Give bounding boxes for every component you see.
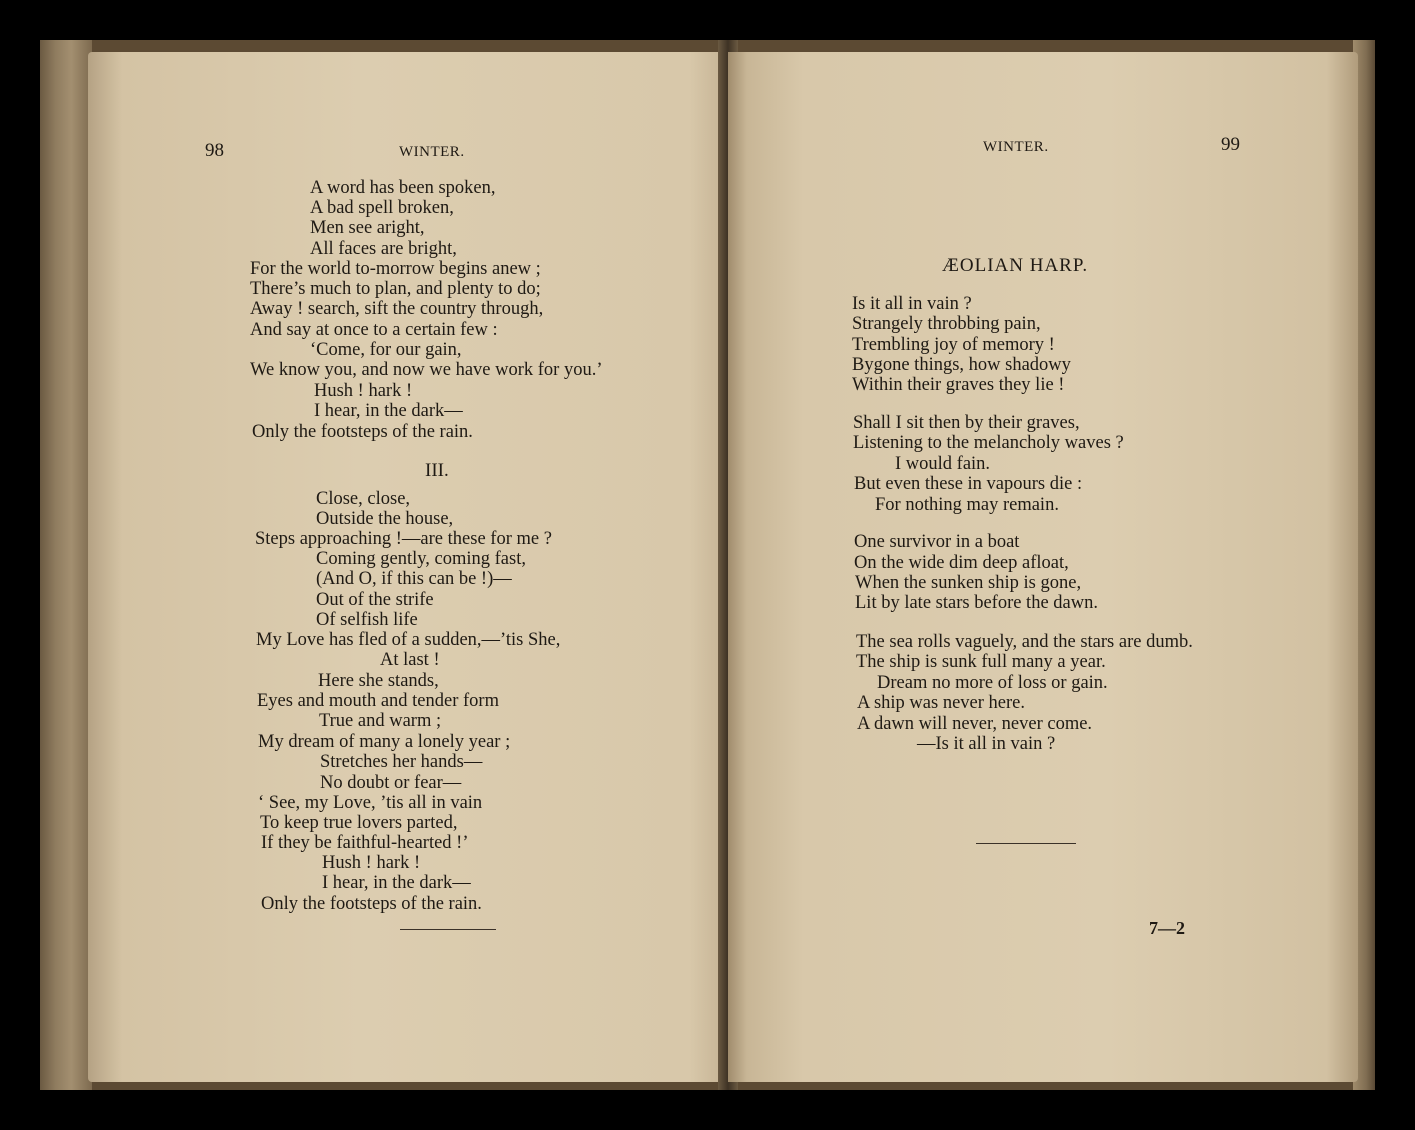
poem-line: Is it all in vain ? bbox=[852, 294, 972, 314]
poem-line: A bad spell broken, bbox=[310, 198, 454, 218]
poem-line: We know you, and now we have work for you.’ bbox=[250, 360, 603, 380]
poem-line: Trembling joy of memory ! bbox=[852, 335, 1055, 355]
running-head: WINTER. bbox=[983, 139, 1049, 155]
poem-line: When the sunken ship is gone, bbox=[855, 573, 1082, 593]
poem-line: Stretches her hands— bbox=[320, 752, 483, 772]
poem-line: No doubt or fear— bbox=[320, 773, 462, 793]
poem-line: For the world to-morrow begins anew ; bbox=[250, 259, 541, 279]
poem-line: One survivor in a boat bbox=[854, 532, 1020, 552]
poem-line: Within their graves they lie ! bbox=[852, 375, 1065, 395]
poem-line: For nothing may remain. bbox=[875, 495, 1059, 515]
poem-line: Bygone things, how shadowy bbox=[852, 355, 1071, 375]
poem-line: On the wide dim deep afloat, bbox=[854, 553, 1069, 573]
poem-line: Dream no more of loss or gain. bbox=[877, 673, 1108, 693]
page-number: 98 bbox=[205, 140, 224, 161]
poem-line: Strangely throbbing pain, bbox=[852, 314, 1041, 334]
poem-line: Only the footsteps of the rain. bbox=[261, 894, 482, 914]
poem-line: ‘ See, my Love, ’tis all in vain bbox=[258, 793, 483, 813]
poem-line: A ship was never here. bbox=[857, 693, 1025, 713]
right-page bbox=[728, 52, 1358, 1082]
poem-line: I hear, in the dark— bbox=[314, 401, 463, 421]
poem-line: Away ! search, sift the country through, bbox=[250, 299, 544, 319]
poem-line: If they be faithful-hearted !’ bbox=[261, 833, 469, 853]
closing-rule bbox=[400, 929, 496, 930]
poem-line: ‘Come, for our gain, bbox=[310, 340, 462, 360]
poem-line: All faces are bright, bbox=[310, 239, 457, 259]
poem-line: The ship is sunk full many a year. bbox=[856, 652, 1106, 672]
poem-line: My dream of many a lonely year ; bbox=[258, 732, 511, 752]
poem-line: The sea rolls vaguely, and the stars are dumb. bbox=[856, 632, 1193, 652]
poem-line: True and warm ; bbox=[319, 711, 442, 731]
poem-line: I would fain. bbox=[895, 454, 991, 474]
poem-line: Shall I sit then by their graves, bbox=[853, 413, 1080, 433]
poem-line: Out of the strife bbox=[316, 590, 434, 610]
page-edges-left bbox=[40, 40, 92, 1090]
poem-line: Coming gently, coming fast, bbox=[316, 549, 526, 569]
poem-line: Eyes and mouth and tender form bbox=[257, 691, 499, 711]
poem-line: Here she stands, bbox=[318, 671, 439, 691]
poem-line: Hush ! hark ! bbox=[314, 381, 413, 401]
poem-line: —Is it all in vain ? bbox=[917, 734, 1056, 754]
poem-line: But even these in vapours die : bbox=[854, 474, 1083, 494]
poem-line: (And O, if this can be !)— bbox=[316, 569, 512, 589]
poem-line: My Love has fled of a sudden,—’tis She, bbox=[256, 630, 561, 650]
page-number: 99 bbox=[1221, 134, 1240, 155]
poem-line: Only the footsteps of the rain. bbox=[252, 422, 473, 442]
section-number: III. bbox=[425, 460, 449, 481]
poem-line: A dawn will never, never come. bbox=[857, 714, 1093, 734]
left-page bbox=[88, 52, 771, 1082]
open-book bbox=[40, 40, 1375, 1090]
running-head: WINTER. bbox=[399, 144, 465, 160]
poem-line: Of selfish life bbox=[316, 610, 418, 630]
poem-line: Listening to the melancholy waves ? bbox=[853, 433, 1124, 453]
poem-line: Outside the house, bbox=[316, 509, 454, 529]
poem-line: A word has been spoken, bbox=[310, 178, 496, 198]
poem-line: I hear, in the dark— bbox=[322, 873, 471, 893]
poem-line: Hush ! hark ! bbox=[322, 853, 421, 873]
poem-line: Close, close, bbox=[316, 489, 411, 509]
poem-title: ÆOLIAN HARP. bbox=[942, 255, 1089, 276]
poem-line: Lit by late stars before the dawn. bbox=[855, 593, 1098, 613]
signature-mark: 7—2 bbox=[1149, 918, 1185, 938]
poem-line: Men see aright, bbox=[310, 218, 425, 238]
poem-line: At last ! bbox=[380, 650, 440, 670]
closing-rule bbox=[976, 843, 1076, 844]
poem-line: To keep true lovers parted, bbox=[260, 813, 458, 833]
poem-line: And say at once to a certain few : bbox=[250, 320, 498, 340]
poem-line: Steps approaching !—are these for me ? bbox=[255, 529, 552, 549]
poem-line: There’s much to plan, and plenty to do; bbox=[250, 279, 541, 299]
